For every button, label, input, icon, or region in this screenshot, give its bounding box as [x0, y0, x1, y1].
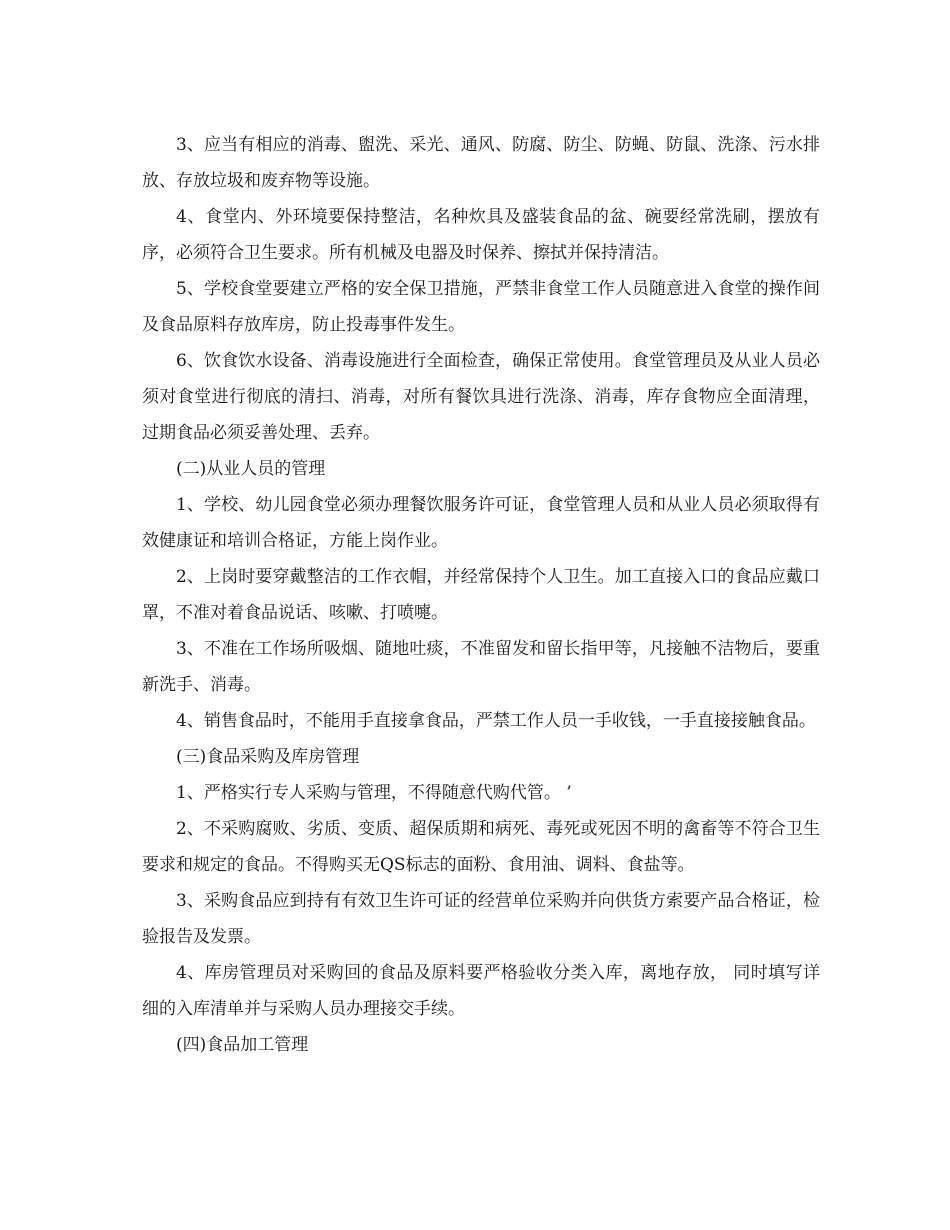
paragraph-security-measures: 5、学校食堂要建立严格的安全保卫措施，严禁非食堂工作人员随意进入食堂的操作间及食品原料存放库房，防止投毒事件发生。: [142, 279, 820, 335]
paragraph-disinfection-facilities: 3、应当有相应的消毒、盥洗、采光、通风、防腐、防尘、防蝇、防鼠、洗涤、污水排放、存放垃圾和废弃物等设施。: [142, 135, 820, 191]
section-heading-food-processing: (四)食品加工管理: [176, 1035, 309, 1055]
paragraph-dedicated-purchasing: 1、严格实行专人采购与管理，不得随意代购代管。 ’: [176, 783, 572, 803]
paragraph-licensed-suppliers: 3、采购食品应到持有有效卫生许可证的经营单位采购并向供货方索要产品合格证，检验报告及发票。: [142, 891, 820, 947]
paragraph-warehouse-inspection: 4、库房管理员对采购回的食品及原料要严格验收分类入库，离地存放， 同时填写详细的入库清单并与采购人员办理接交手续。: [142, 963, 820, 1019]
document-body: [142, 127, 820, 1063]
section-heading-procurement-storage: (三)食品采购及库房管理: [176, 747, 360, 767]
paragraph-equipment-inspection: 6、饮食饮水设备、消毒设施进行全面检查，确保正常使用。食堂管理员及从业人员必须对食堂进行彻底的清扫、消毒，对所有餐饮具进行洗涤、消毒，库存食物应全面清理，过期食品必须妥善处理、丢弃。: [142, 351, 820, 443]
paragraph-work-attire: 2、上岗时要穿戴整洁的工作衣帽，并经常保持个人卫生。加工直接入口的食品应戴口罩，不准对着食品说话、咳嗽、打喷嚏。: [142, 567, 820, 623]
paragraph-food-sales: 4、销售食品时，不能用手直接拿食品，严禁工作人员一手收钱，一手直接接触食品。: [176, 711, 816, 731]
paragraph-environment-cleanliness: 4、食堂内、外环境要保持整洁，名种炊具及盛装食品的盆、碗要经常洗刷，摆放有序，必须符合卫生要求。所有机械及电器及时保养、擦拭并保持清洁。: [142, 207, 820, 263]
paragraph-licenses: 1、学校、幼儿园食堂必须办理餐饮服务许可证，食堂管理人员和从业人员必须取得有效健康证和培训合格证，方能上岗作业。: [142, 495, 820, 551]
section-heading-staff-management: (二)从业人员的管理: [176, 459, 326, 479]
paragraph-prohibited-purchases: 2、不采购腐败、劣质、变质、超保质期和病死、毒死或死因不明的禽畜等不符合卫生要求和规定的食品。不得购买无QS标志的面粉、食用油、调料、食盐等。: [142, 819, 820, 875]
paragraph-hygiene-rules: 3、不准在工作场所吸烟、随地吐痰，不准留发和留长指甲等，凡接触不洁物后，要重新洗手、消毒。: [142, 639, 820, 695]
